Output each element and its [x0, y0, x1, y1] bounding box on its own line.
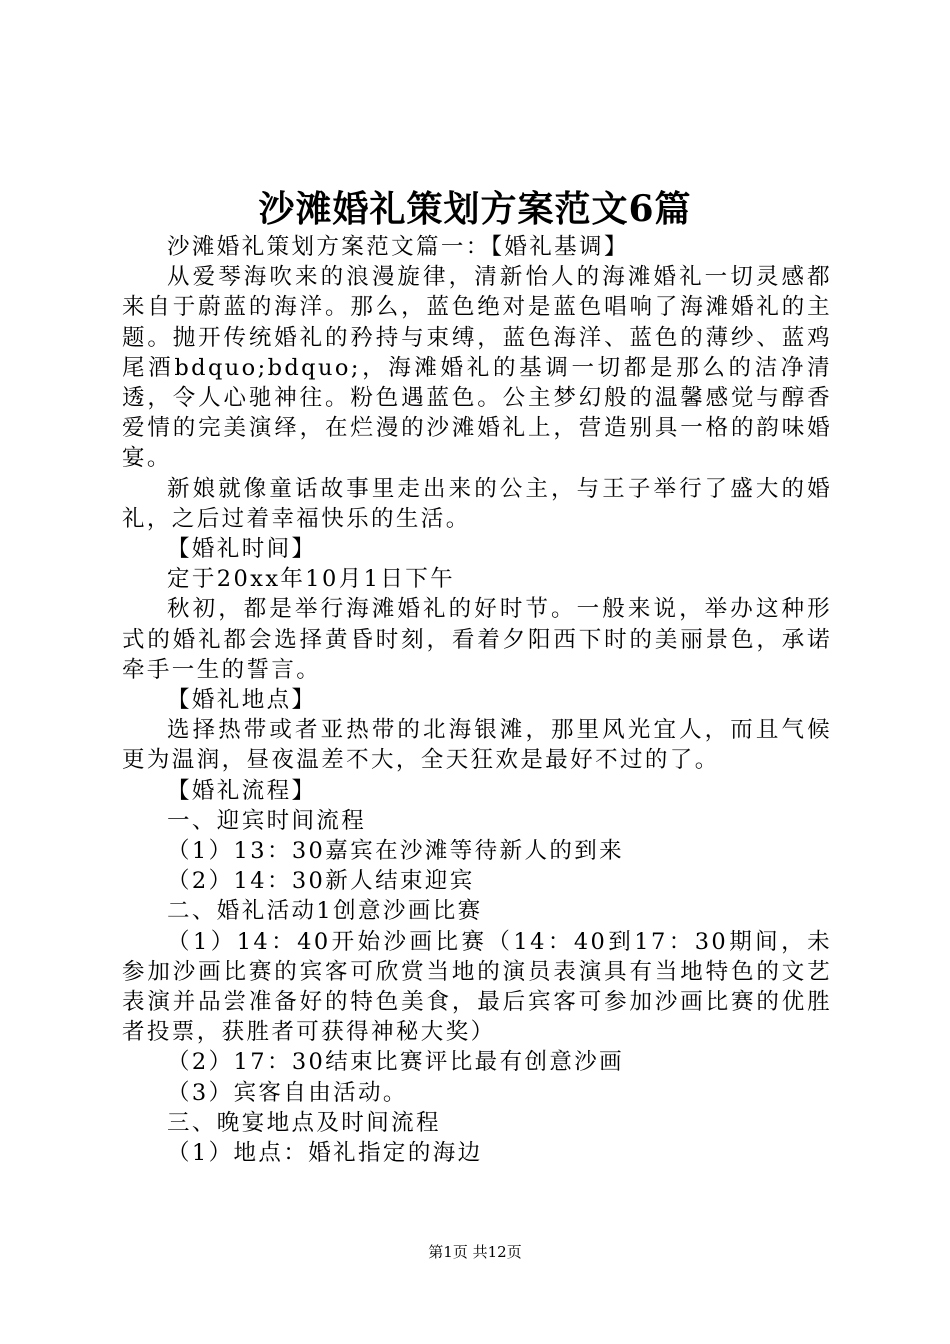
document-body: [122, 232, 832, 1168]
paragraph-12: （2）14：30新人结束迎宾: [167, 868, 475, 895]
page-footer: 第1页 共12页: [428, 1243, 522, 1261]
paragraph-1: 沙滩婚礼策划方案范文篇一：【婚礼基调】: [167, 234, 629, 260]
document-title: 沙滩婚礼策划方案范文6篇: [258, 188, 692, 230]
paragraph-11: （1）13：30嘉宾在沙滩等待新人的到来: [167, 838, 625, 865]
paragraph-16: （3）宾客自由活动。: [167, 1079, 408, 1106]
paragraph-17: 三、晚宴地点及时间流程: [167, 1109, 441, 1136]
paragraph-3: 新娘就像童话故事里走出来的公主，与王子举行了盛大的婚礼，之后过着幸福快乐的生活。: [122, 475, 832, 532]
paragraph-10: 一、迎宾时间流程: [167, 807, 367, 834]
paragraph-14: （1）14：40开始沙画比赛（14：40到17：30期间，未参加沙画比赛的宾客可欣赏当地的演员表演具有当地特色的文艺表演并品尝准备好的特色美食，最后宾客可参加沙画比赛的优胜者投票，获胜者可获得神秘大奖）: [122, 928, 832, 1046]
paragraph-2: 从爱琴海吹来的浪漫旋律，清新怡人的海滩婚礼一切灵感都来自于蔚蓝的海洋。那么，蓝色绝对是蓝色唱响了海滩婚礼的主题。抛开传统婚礼的矜持与束缚，蓝色海洋、蓝色的薄纱、蓝鸡尾酒bdquo;bdquo;，海滩婚礼的基调一切都是那么的洁净清透，令人心驰神往。粉色遇蓝色。公主梦幻般的温馨感觉与醇香爱情的完美演绎，在烂漫的沙滩婚礼上，营造别具一格的韵味婚宴。: [122, 264, 832, 472]
paragraph-5: 定于20xx年10月1日下午: [167, 566, 456, 593]
section-heading-time: 【婚礼时间】: [167, 536, 317, 563]
paragraph-13: 二、婚礼活动1创意沙画比赛: [167, 898, 483, 925]
section-heading-process: 【婚礼流程】: [167, 777, 317, 804]
paragraph-15: （2）17：30结束比赛评比最有创意沙画: [167, 1049, 625, 1076]
paragraph-8: 选择热带或者亚热带的北海银滩，那里风光宜人，而且气候更为温润，昼夜温差不大，全天狂欢是最好不过的了。: [122, 717, 832, 774]
section-heading-location: 【婚礼地点】: [167, 687, 317, 714]
paragraph-18: （1）地点：婚礼指定的海边: [167, 1140, 483, 1167]
paragraph-6: 秋初，都是举行海滩婚礼的好时节。一般来说，举办这种形式的婚礼都会选择黄昏时刻，看着夕阳西下时的美丽景色，承诺牵手一生的誓言。: [122, 596, 832, 683]
